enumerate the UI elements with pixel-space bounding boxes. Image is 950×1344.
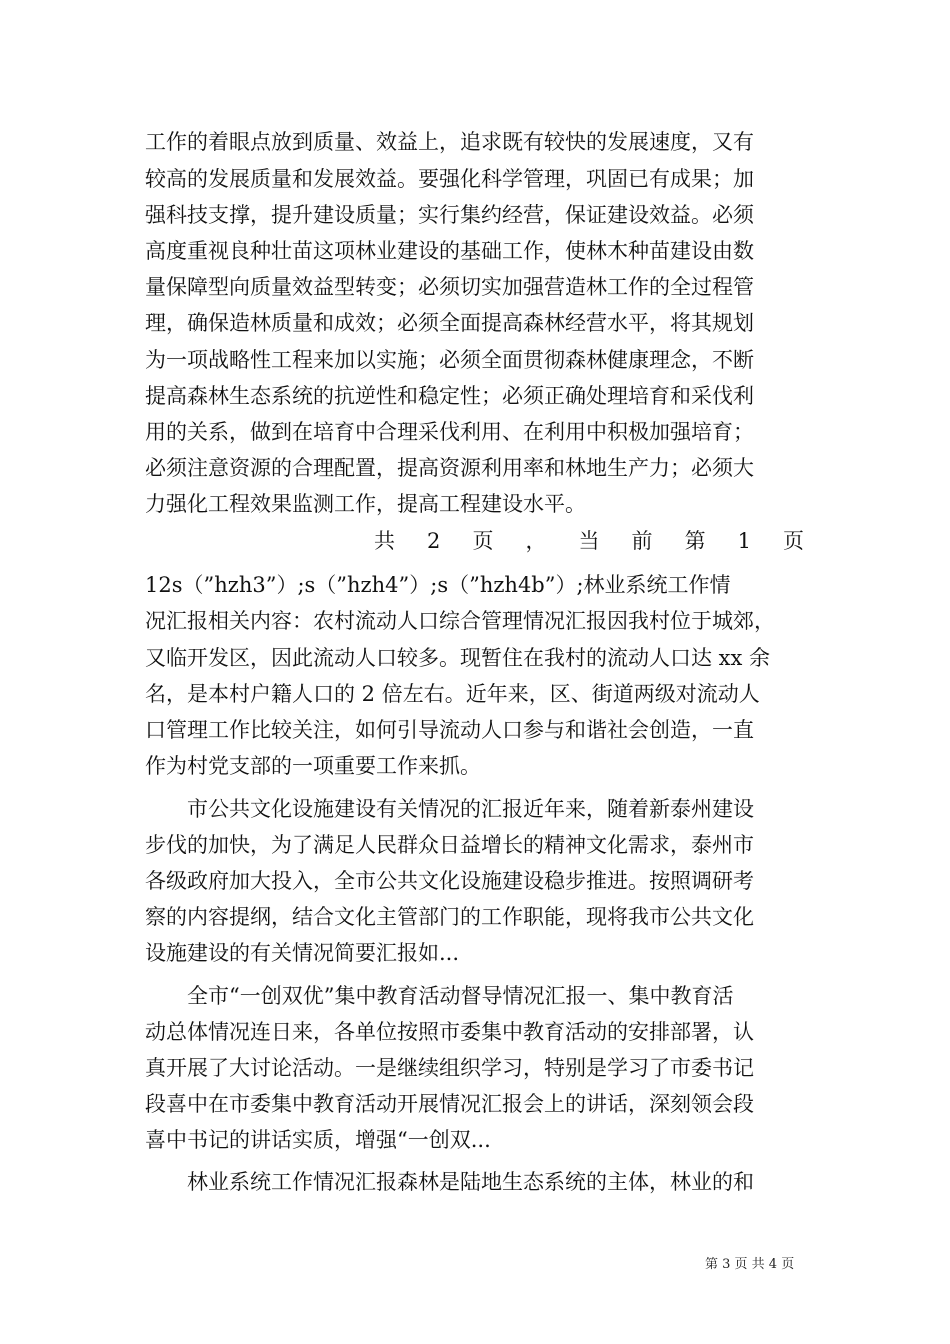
- body-line: 作为村党支部的一项重要工作来抓。: [145, 754, 481, 778]
- body-line: 各级政府加大投入，全市公共文化设施建设稳步推进。按照调研考: [145, 869, 754, 893]
- body-line: 真开展了大讨论活动。一是继续组织学习，特别是学习了市委书记: [145, 1056, 754, 1080]
- body-line: 用的关系，做到在培育中合理采伐利用、在利用中积极加强培育；: [145, 420, 754, 444]
- body-line: 又临开发区，因此流动人口较多。现暂住在我村的流动人口达 xx 余: [145, 646, 771, 670]
- body-line: 量保障型向质量效益型转变；必须切实加强营造林工作的全过程管: [145, 275, 754, 299]
- body-line: 较高的发展质量和发展效益。要强化科学管理，巩固已有成果；加: [145, 167, 754, 191]
- body-line: 市公共文化设施建设有关情况的汇报近年来，随着新泰州建设: [145, 797, 754, 821]
- page-indicator-char: 前: [631, 529, 653, 553]
- body-line: 理，确保造林质量和成效；必须全面提高森林经营水平，将其规划: [145, 311, 754, 335]
- page-indicator-char: 当: [578, 529, 600, 553]
- page-indicator-char: 第: [684, 529, 706, 553]
- body-line: 步伐的加快，为了满足人民群众日益增长的精神文化需求，泰州市: [145, 833, 754, 857]
- body-line: 况汇报相关内容：农村流动人口综合管理情况汇报因我村位于城郊，: [145, 609, 775, 633]
- page-indicator-char: 共: [374, 529, 395, 553]
- page-indicator: [374, 526, 804, 556]
- body-line: 必须注意资源的合理配置，提高资源利用率和林地生产力；必须大: [145, 456, 754, 480]
- body-line: 力强化工程效果监测工作，提高工程建设水平。: [145, 492, 586, 516]
- body-line: 设施建设的有关情况简要汇报如...: [145, 941, 460, 965]
- body-line: 高度重视良种壮苗这项林业建设的基础工作，使林木种苗建设由数: [145, 239, 754, 263]
- body-line: 为一项战略性工程来加以实施；必须全面贯彻森林健康理念，不断: [145, 348, 754, 372]
- body-line: 全市“一创双优”集中教育活动督导情况汇报一、集中教育活: [145, 984, 734, 1008]
- body-line: 提高森林生态系统的抗逆性和稳定性；必须正确处理培育和采伐利: [145, 384, 754, 408]
- body-line: 工作的着眼点放到质量、效益上，追求既有较快的发展速度，又有: [145, 130, 754, 154]
- script-code-line: 12s（”hzh3”）;s（”hzh4”）;s（”hzh4b”）;林业系统工作情: [145, 573, 731, 597]
- body-line: 段喜中在市委集中教育活动开展情况汇报会上的讲话，深刻领会段: [145, 1092, 754, 1116]
- body-line: 林业系统工作情况汇报森林是陆地生态系统的主体，林业的和: [145, 1170, 754, 1194]
- page-indicator-char: 页: [783, 529, 804, 553]
- page-indicator-char: ，: [525, 529, 547, 553]
- body-line: 名，是本村户籍人口的 2 倍左右。近年来，区、街道两级对流动人: [145, 682, 760, 706]
- page-indicator-char: 2: [427, 529, 441, 553]
- page-indicator-char: 1: [737, 529, 751, 553]
- page-indicator-char: 页: [472, 529, 494, 553]
- body-line: 口管理工作比较关注，如何引导流动人口参与和谐社会创造，一直: [145, 718, 754, 742]
- body-line: 喜中书记的讲话实质，增强“一创双...: [145, 1128, 491, 1152]
- page-footer: 第 3 页 共 4 页: [705, 1257, 795, 1272]
- body-line: 强科技支撑，提升建设质量；实行集约经营，保证建设效益。必须: [145, 203, 754, 227]
- body-line: 动总体情况连日来，各单位按照市委集中教育活动的安排部署，认: [145, 1020, 754, 1044]
- body-line: 察的内容提纲，结合文化主管部门的工作职能，现将我市公共文化: [145, 905, 754, 929]
